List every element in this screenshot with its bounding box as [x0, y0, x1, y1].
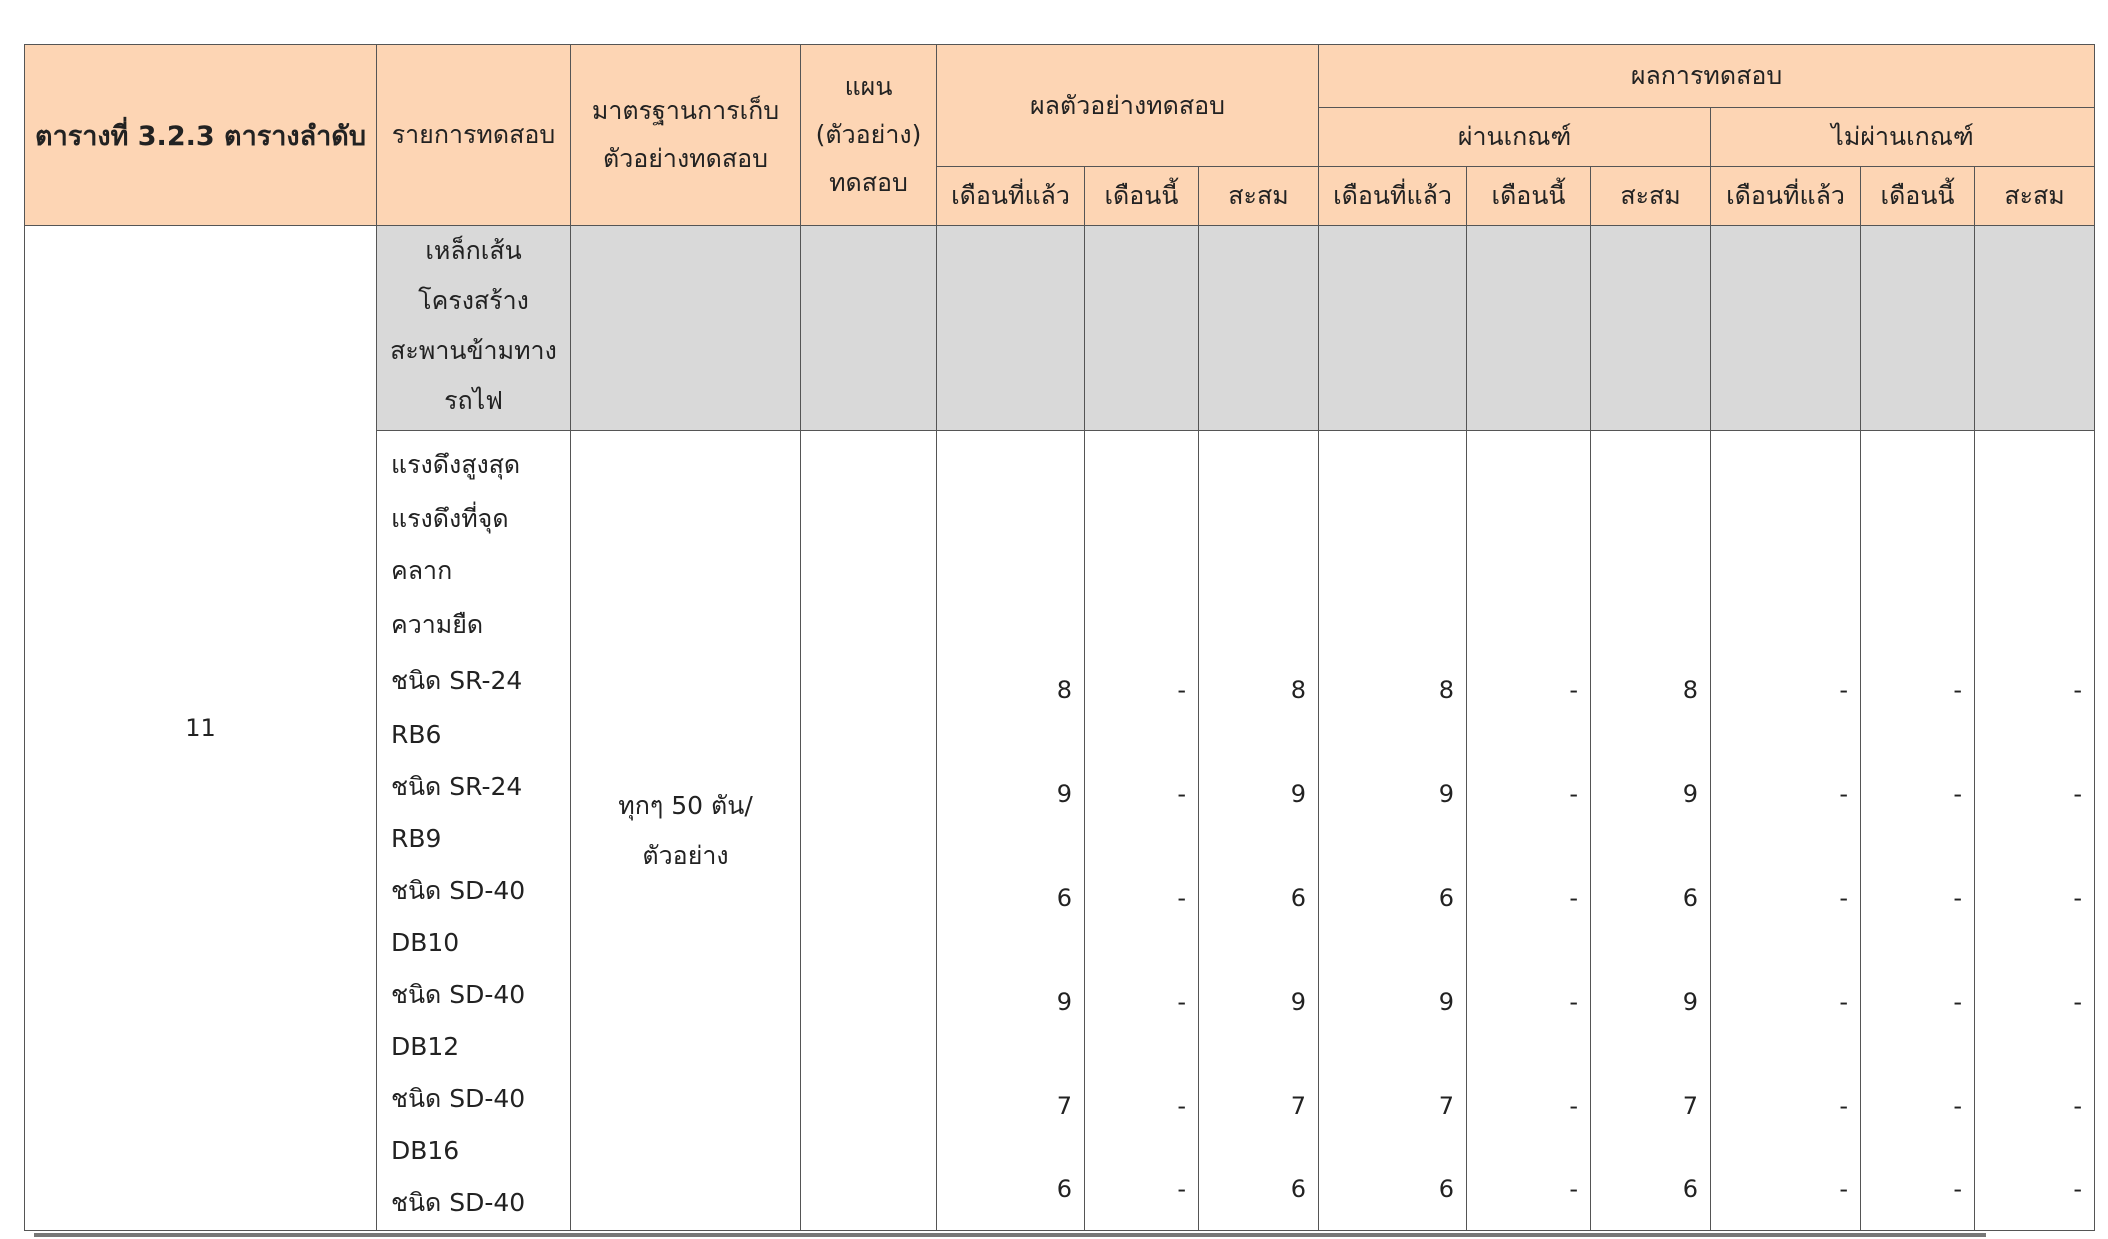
value-cell: - — [1569, 780, 1579, 808]
value-cell: 9 — [1438, 988, 1455, 1016]
value-cell: - — [1177, 676, 1186, 704]
value-cell: 6 — [1056, 1175, 1072, 1203]
gray-cell — [1319, 226, 1467, 431]
value-cell: - — [1953, 676, 1963, 704]
test-item-line: คลาก — [391, 556, 453, 585]
header-pass-cumulative: สะสม — [1591, 167, 1711, 226]
test-item-line: ชนิด SD-40 — [391, 876, 526, 905]
table-title: ตารางที่ 3.2.3 ตารางลำดับ — [25, 45, 377, 226]
value-cell: - — [1953, 1175, 1963, 1203]
test-item-line: RB6 — [391, 720, 442, 749]
header-pass: ผ่านเกณฑ์ — [1319, 108, 1711, 167]
results-table — [24, 44, 2095, 1231]
header-fail-this-month: เดือนนี้ — [1861, 167, 1975, 226]
value-cell: 9 — [1438, 780, 1455, 808]
test-item-list — [377, 431, 571, 1231]
value-cell: 8 — [1290, 676, 1307, 704]
test-item-line: DB10 — [391, 928, 460, 957]
value-cell: - — [1177, 1092, 1186, 1120]
value-cell: - — [1569, 1092, 1579, 1120]
value-cell: 7 — [1290, 1092, 1307, 1120]
fail-this-month-column — [1861, 431, 1975, 1231]
group-label — [377, 226, 571, 431]
samples-this-month-column — [1085, 431, 1199, 1231]
test-item-line: แรงดึงที่จุด — [391, 504, 509, 533]
test-item-line: ชนิด SR-24 — [391, 666, 523, 695]
value-cell: 6 — [1290, 884, 1307, 912]
pass-last-month-column — [1319, 431, 1467, 1231]
value-cell: - — [1839, 1175, 1849, 1203]
gray-cell — [1467, 226, 1591, 431]
sampling-standard-line: ตัวอย่าง — [642, 840, 729, 870]
header-samples-tested: ผลตัวอย่างทดสอบ — [937, 45, 1319, 167]
header-plan: แผน (ตัวอย่าง) ทดสอบ — [801, 45, 937, 226]
gray-cell — [1861, 226, 1975, 431]
value-cell: - — [1953, 780, 1963, 808]
page-bottom-rule — [34, 1233, 1986, 1237]
header-sampling-standard: มาตรฐานการเก็บตัวอย่างทดสอบ — [571, 45, 801, 226]
test-item-line: RB9 — [391, 824, 442, 853]
sampling-standard — [571, 431, 801, 1231]
gray-cell — [571, 226, 801, 431]
value-cell: - — [1569, 884, 1579, 912]
value-cell: 7 — [1438, 1092, 1455, 1120]
value-cell: - — [1569, 988, 1579, 1016]
header-fail-last-month: เดือนที่แล้ว — [1711, 167, 1861, 226]
value-cell: - — [2073, 1175, 2083, 1203]
header-test-results: ผลการทดสอบ — [1319, 45, 2095, 108]
value-cell: 6 — [1438, 1175, 1455, 1203]
value-cell: 6 — [1682, 884, 1699, 912]
value-cell: 6 — [1438, 884, 1455, 912]
group-label-line: โครงสร้าง — [418, 286, 529, 315]
gray-cell — [801, 226, 937, 431]
value-cell: - — [2073, 780, 2083, 808]
value-cell: 8 — [1682, 676, 1699, 704]
value-cell: 6 — [1056, 884, 1072, 912]
header-samples-this-month: เดือนนี้ — [1085, 167, 1199, 226]
test-item-line: ชนิด SD-40 — [391, 1084, 526, 1113]
value-cell: - — [2073, 676, 2083, 704]
group-number: 11 — [25, 226, 377, 1231]
value-cell: - — [1569, 1175, 1579, 1203]
header-pass-last-month: เดือนที่แล้ว — [1319, 167, 1467, 226]
fail-last-month-column — [1711, 431, 1861, 1231]
header-fail-cumulative: สะสม — [1975, 167, 2095, 226]
gray-cell — [1975, 226, 2095, 431]
test-item-line: DB16 — [391, 1136, 460, 1165]
gray-cell — [1591, 226, 1711, 431]
value-cell: 7 — [1682, 1092, 1699, 1120]
sampling-standard-line: ทุกๆ 50 ตัน/ — [618, 790, 753, 820]
group-label-line: รถไฟ — [444, 386, 503, 415]
header-test-item: รายการทดสอบ — [377, 45, 571, 226]
value-cell: 6 — [1290, 1175, 1307, 1203]
samples-last-month-column — [937, 431, 1085, 1231]
gray-cell — [937, 226, 1085, 431]
value-cell: - — [1839, 676, 1849, 704]
test-item-line: ชนิด SR-24 — [391, 772, 523, 801]
value-cell: 9 — [1056, 780, 1072, 808]
value-cell: 8 — [1438, 676, 1455, 704]
value-cell: 9 — [1056, 988, 1072, 1016]
value-cell: - — [1839, 884, 1849, 912]
value-cell: - — [1839, 988, 1849, 1016]
pass-cumulative-column — [1591, 431, 1711, 1231]
test-item-line: ความยืด — [391, 610, 484, 639]
header-samples-last-month: เดือนที่แล้ว — [937, 167, 1085, 226]
value-cell: 7 — [1056, 1092, 1072, 1120]
value-cell: - — [1177, 1175, 1186, 1203]
value-cell: - — [1177, 884, 1186, 912]
value-cell: - — [1839, 780, 1849, 808]
value-cell: 6 — [1682, 1175, 1699, 1203]
header-samples-cumulative: สะสม — [1199, 167, 1319, 226]
gray-cell — [1085, 226, 1199, 431]
gray-cell — [1199, 226, 1319, 431]
value-cell: 9 — [1290, 988, 1307, 1016]
test-item-line: ชนิด SD-40 — [391, 1188, 526, 1217]
value-cell: - — [1839, 1092, 1849, 1120]
header-fail: ไม่ผ่านเกณฑ์ — [1711, 108, 2095, 167]
fail-cumulative-column — [1975, 431, 2095, 1231]
value-cell: - — [2073, 1092, 2083, 1120]
value-cell: - — [2073, 884, 2083, 912]
value-cell: - — [1177, 988, 1186, 1016]
value-cell: - — [1953, 884, 1963, 912]
value-cell: - — [1569, 676, 1579, 704]
value-cell: - — [2073, 988, 2083, 1016]
group-label-line: เหล็กเส้น — [425, 236, 522, 265]
value-cell: 8 — [1056, 676, 1072, 704]
value-cell: 9 — [1290, 780, 1307, 808]
value-cell: 9 — [1682, 780, 1699, 808]
plan-cell — [801, 431, 937, 1231]
value-cell: - — [1953, 988, 1963, 1016]
gray-cell — [1711, 226, 1861, 431]
test-item-line: แรงดึงสูงสุด — [391, 450, 521, 479]
test-item-line: DB12 — [391, 1032, 460, 1061]
group-label-line: สะพานข้ามทาง — [390, 336, 557, 365]
header-pass-this-month: เดือนนี้ — [1467, 167, 1591, 226]
value-cell: - — [1177, 780, 1186, 808]
test-item-line: ชนิด SD-40 — [391, 980, 526, 1009]
samples-cumulative-column — [1199, 431, 1319, 1231]
value-cell: 9 — [1682, 988, 1699, 1016]
pass-this-month-column — [1467, 431, 1591, 1231]
value-cell: - — [1953, 1092, 1963, 1120]
